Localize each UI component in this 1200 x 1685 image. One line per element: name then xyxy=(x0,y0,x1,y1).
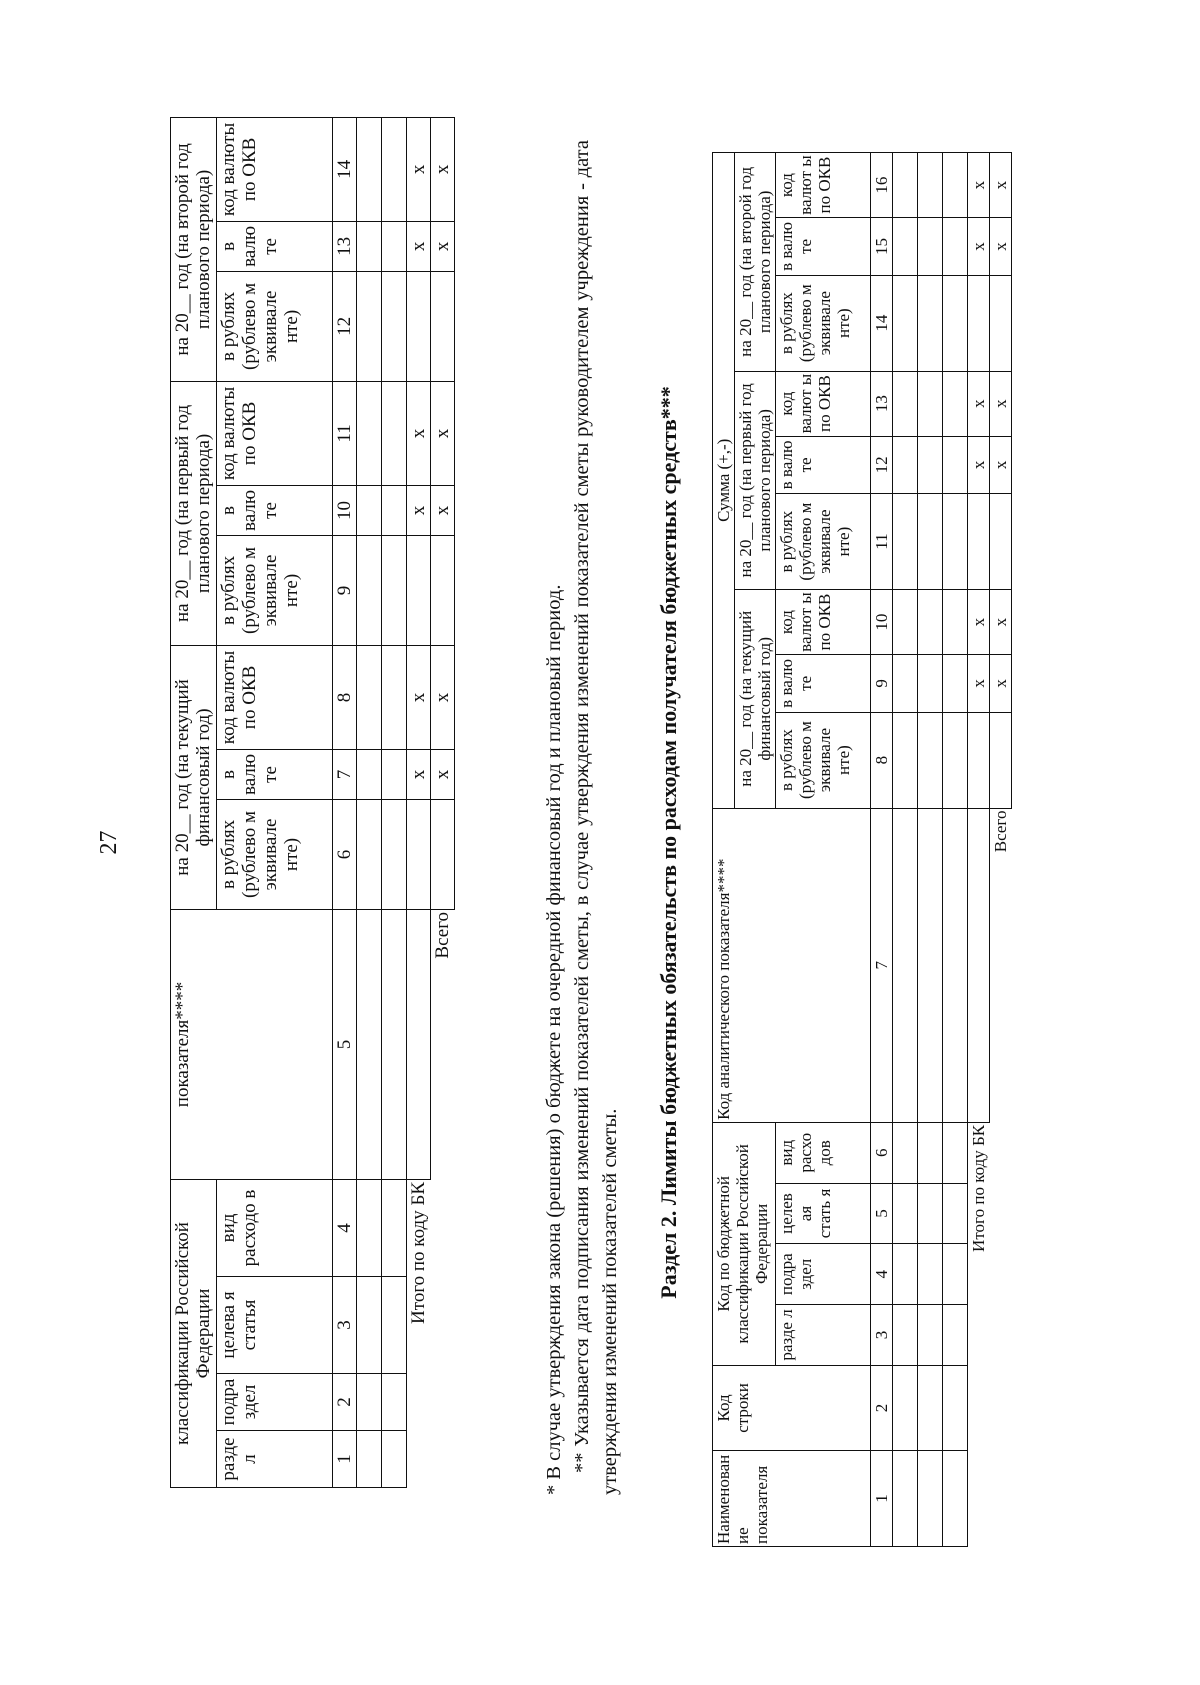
col-number: 2 xyxy=(871,1365,893,1450)
subheader-vid: вид расходо в xyxy=(216,1179,332,1276)
table-2 xyxy=(712,152,1012,1547)
x-mark: x xyxy=(990,153,1012,218)
footnote-1: * В случае утверждения закона (решения) о бюджете на очередной финансовый год и плановый период. xyxy=(543,584,565,1495)
header-bk-code: Код по бюджетной классификации Российской Федерации xyxy=(713,1122,776,1365)
col-number: 4 xyxy=(871,1244,893,1305)
subheader-kod-val: код валют ы по ОКВ xyxy=(776,153,871,218)
table1-header-row xyxy=(171,117,217,1487)
header-first-plan-year: на 20__ год (на первый год планового периода) xyxy=(171,381,217,645)
subheader-valute: в валю те xyxy=(216,221,332,271)
table1-number-row xyxy=(332,117,356,1487)
header-first-plan-year: на 20__ год (на первый год планового периода) xyxy=(735,371,776,589)
col-number: 3 xyxy=(332,1277,356,1374)
subheader-rub: в рублях (рублево м эквивале нте) xyxy=(776,494,871,590)
col-number: 1 xyxy=(871,1451,893,1547)
x-mark: x xyxy=(431,645,455,749)
x-mark: x xyxy=(406,117,430,221)
table-row xyxy=(893,153,918,1547)
itogo-label: Итого по коду БК xyxy=(969,1124,989,1252)
col-number: 7 xyxy=(871,808,893,1122)
col-number: 5 xyxy=(871,1183,893,1244)
x-mark: x xyxy=(968,153,990,218)
subheader-razdel: разде л xyxy=(776,1305,871,1366)
subheader-valute: в валю те xyxy=(776,436,871,494)
x-mark: x xyxy=(406,749,430,799)
col-number: 12 xyxy=(332,271,356,381)
col-number: 8 xyxy=(332,645,356,749)
table2-header-row xyxy=(713,153,735,1547)
subheader-rub: в рублях (рублево м эквивале нте) xyxy=(776,712,871,808)
col-number: 15 xyxy=(871,218,893,276)
table-row xyxy=(381,117,406,1487)
header-current-year: на 20__ год (на текущий финансовый год) xyxy=(735,590,776,808)
col-number: 5 xyxy=(332,909,356,1179)
x-mark: x xyxy=(431,381,455,485)
col-number: 10 xyxy=(871,590,893,655)
itogo-label: Итого по коду БК xyxy=(407,1181,429,1324)
subheader-kod-val: код валюты по ОКВ xyxy=(216,645,332,749)
col-number: 11 xyxy=(871,494,893,590)
vsego-label: Всего xyxy=(990,808,1012,1122)
footnote-2: ** Указывается дата подписания изменений показателей сметы, в случае утверждения изменений показателей сметы руководителем учреждения - дата утверждения изменений показателей сметы. xyxy=(571,140,621,1495)
subheader-valute: в валю те xyxy=(776,655,871,713)
table1-subheader-row xyxy=(216,117,332,1487)
col-number: 12 xyxy=(871,436,893,494)
header-second-plan-year: на 20__ год (на второй год планового периода) xyxy=(735,153,776,372)
subheader-rub: в рублях (рублево м эквивале нте) xyxy=(776,275,871,371)
col-number: 7 xyxy=(332,749,356,799)
subheader-kod-val: код валюты по ОКВ xyxy=(216,381,332,485)
x-mark: x xyxy=(431,485,455,535)
subheader-kod-val: код валюты по ОКВ xyxy=(216,117,332,221)
x-mark: x xyxy=(406,221,430,271)
subheader-rub: в рублях (рублево м эквивале нте) xyxy=(216,271,332,381)
x-mark: x xyxy=(990,371,1012,436)
col-number: 13 xyxy=(871,371,893,436)
table-row xyxy=(918,153,943,1547)
subheader-valute: в валю те xyxy=(216,485,332,535)
header-classification: классификации Российской Федерации xyxy=(171,1179,217,1487)
x-mark: x xyxy=(406,381,430,485)
header-current-year: на 20__ год (на текущий финансовый год) xyxy=(171,645,217,909)
table1-itogo-row xyxy=(406,117,430,1487)
subheader-rub: в рублях (рублево м эквивале нте) xyxy=(216,535,332,645)
table2-itogo-row xyxy=(968,153,990,1547)
x-mark: x xyxy=(968,371,990,436)
x-mark: x xyxy=(431,749,455,799)
subheader-kod-val: код валют ы по ОКВ xyxy=(776,590,871,655)
x-mark: x xyxy=(990,655,1012,713)
table2-number-row xyxy=(871,153,893,1547)
subheader-valute: в валю те xyxy=(776,218,871,276)
table-row xyxy=(943,153,968,1547)
col-number: 2 xyxy=(332,1374,356,1431)
col-number: 4 xyxy=(332,1179,356,1276)
col-number: 8 xyxy=(871,712,893,808)
x-mark: x xyxy=(406,645,430,749)
table-1 xyxy=(170,117,455,1488)
x-mark: x xyxy=(431,221,455,271)
subheader-celevaya: целев ая стать я xyxy=(776,1183,871,1244)
col-number: 14 xyxy=(871,275,893,371)
subheader-valute: в валю те xyxy=(216,749,332,799)
col-number: 9 xyxy=(332,535,356,645)
subheader-podrazdel: подра здел xyxy=(776,1244,871,1305)
col-number: 6 xyxy=(332,799,356,909)
col-number: 3 xyxy=(871,1305,893,1366)
col-number: 1 xyxy=(332,1431,356,1488)
x-mark: x xyxy=(968,590,990,655)
col-number: 13 xyxy=(332,221,356,271)
x-mark: x xyxy=(990,436,1012,494)
subheader-vid: вид расхо дов xyxy=(776,1122,871,1183)
col-number: 10 xyxy=(332,485,356,535)
vsego-label: Всего xyxy=(431,909,455,1179)
col-number: 16 xyxy=(871,153,893,218)
table2-vsego-row xyxy=(990,153,1012,1547)
x-mark: x xyxy=(990,590,1012,655)
x-mark: x xyxy=(968,436,990,494)
x-mark: x xyxy=(968,655,990,713)
header-row-code: Код строки xyxy=(713,1365,871,1450)
table1-vsego-row xyxy=(431,117,455,1487)
subheader-razdel: разде л xyxy=(216,1431,332,1488)
subheader-kod-val: код валют ы по ОКВ xyxy=(776,371,871,436)
col-number: 11 xyxy=(332,381,356,485)
header-name: Наименован ие показателя xyxy=(713,1451,871,1547)
col-number: 6 xyxy=(871,1122,893,1183)
section-2-title: Раздел 2. Лимиты бюджетных обязательств по расходам получателя бюджетных средств*** xyxy=(656,386,681,1299)
subheader-podrazdel: подра здел xyxy=(216,1374,332,1431)
x-mark: x xyxy=(431,117,455,221)
table-row xyxy=(356,117,381,1487)
x-mark: x xyxy=(406,485,430,535)
subheader-celevaya: целева я статья xyxy=(216,1277,332,1374)
col-number: 9 xyxy=(871,655,893,713)
x-mark: x xyxy=(990,218,1012,276)
header-analytic-code: Код аналитического показателя**** xyxy=(713,808,871,1122)
header-indicator: показателя**** xyxy=(171,909,333,1179)
header-sum: Сумма (+,-) xyxy=(713,153,735,809)
col-number: 14 xyxy=(332,117,356,221)
subheader-rub: в рублях (рублево м эквивале нте) xyxy=(216,799,332,909)
header-second-plan-year: на 20__ год (на второй год планового периода) xyxy=(171,117,217,381)
page-number: 27 xyxy=(96,830,122,855)
x-mark: x xyxy=(968,218,990,276)
